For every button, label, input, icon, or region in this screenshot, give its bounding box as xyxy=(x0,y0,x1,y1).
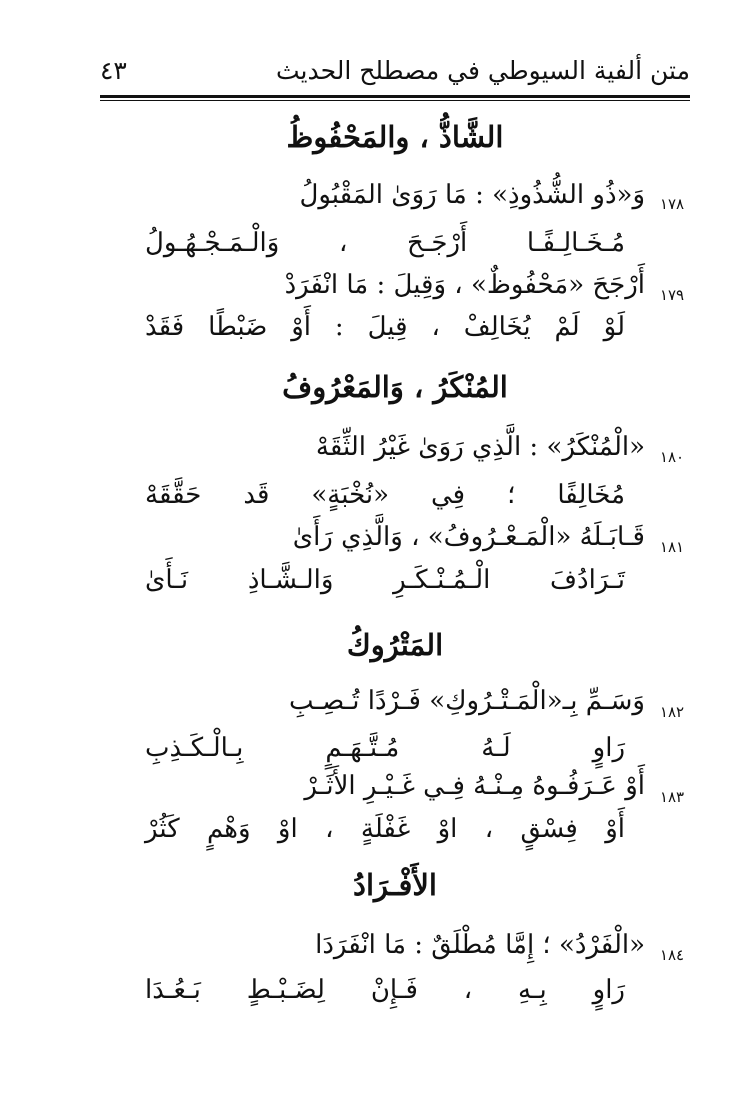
verse-second-hemistich: رَاوٍ بِـهِ ، فَـإِنْ لِضَـبْـطٍ بَـعُـدَا xyxy=(145,975,625,1005)
running-header xyxy=(100,52,690,96)
verse-number: ١٨٤ xyxy=(659,946,685,964)
section-heading: المُنْكَرُ ، وَالمَعْرُوفُ xyxy=(282,370,508,404)
verse-second-hemistich: أَوْ فِسْقٍ ، اوْ غَفْلَةٍ ، اوْ وَهْمٍ كَثُرْ xyxy=(145,814,625,844)
verse-first-hemistich: «الْمُنْكَرُ» : الَّذِي رَوَىٰ غَيْرُ الثِّقَهْ xyxy=(315,432,645,462)
verse-number: ١٨٣ xyxy=(659,788,685,806)
verse-number: ١٧٩ xyxy=(659,286,685,304)
verse-second-hemistich: رَاوٍ لَـهُ مُـتَّـهَـمٍ بِـالْـكَـذِبِ xyxy=(145,733,625,763)
verse-first-hemistich: وَسَـمِّ بِـ«الْمَـتْـرُوكِ» فَـرْدًا تُـصِـبِ xyxy=(288,686,645,716)
section-heading: المَتْرُوكُ xyxy=(346,628,444,662)
header-rule-thin xyxy=(100,100,690,101)
verse-second-hemistich: تَـرَادُفَ الْـمُـنْـكَـرِ وَالـشَّـاذِ نَـأَىٰ xyxy=(145,565,625,595)
verse-number: ١٨٢ xyxy=(659,703,685,721)
section-heading: الشَّاذُّ ، والمَحْفُوظُ xyxy=(286,120,504,154)
book-title: متن ألفية السيوطي في مصطلح الحديث xyxy=(275,56,690,85)
verse-second-hemistich: مُـخَـالِـفًـا أَرْجَـحَ ، وَالْـمَـجْـهُـولُ xyxy=(145,228,625,258)
verse-first-hemistich: أَرْجَحَ «مَحْفُوظٌ» ، وَقِيلَ : مَا انْفَرَدْ xyxy=(284,270,645,300)
verse-first-hemistich: قَـابَـلَهُ «الْمَـعْـرُوفُ» ، وَالَّذِي رَأَىٰ xyxy=(292,522,645,552)
header-rule-thick xyxy=(100,95,690,98)
verse-number: ١٨١ xyxy=(659,538,685,556)
verse-second-hemistich: مُخَالِفًا ؛ فِي «نُخْبَةٍ» قَد حَقَّقَهْ xyxy=(145,480,625,510)
verse-number: ١٧٨ xyxy=(659,195,685,213)
page-number: ٤٣ xyxy=(100,56,127,85)
verse-second-hemistich: لَوْ لَمْ يُخَالِفْ ، قِيلَ : أَوْ ضَبْطًا فَقَدْ xyxy=(145,312,625,342)
verse-first-hemistich: أَوْ عَـرَفُـوهُ مِـنْـهُ فِـي غَـيْـرِ الأَثَـرْ xyxy=(304,771,645,801)
verse-number: ١٨٠ xyxy=(659,448,685,466)
verse-first-hemistich: «الْفَرْدُ» ؛ إِمَّا مُطْلَقٌ : مَا انْفَرَدَا xyxy=(315,930,645,960)
section-heading: الأَفْـرَادُ xyxy=(353,868,437,902)
verse-first-hemistich: وَ«ذُو الشُّذُوذِ» : مَا رَوَىٰ المَقْبُولُ xyxy=(299,180,645,210)
